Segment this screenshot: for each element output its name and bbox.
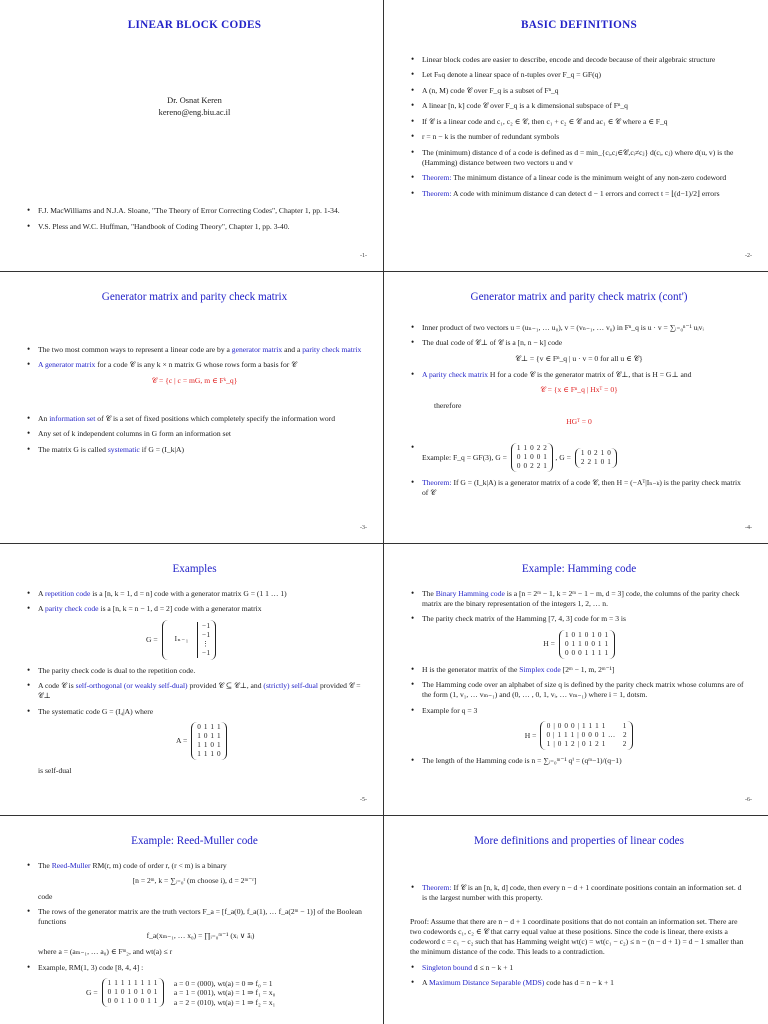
matrix [511,443,554,472]
list-item [422,978,748,988]
identity-block: Iₙ₋₁ [174,635,189,644]
text: provided 𝒞 ⊆ 𝒞⊥, and [189,681,262,691]
list-item: • Inner product of two vectors u = (uₙ₋₁, … u₀), v = (vₙ₋₁, … v₀) in Fⁿ_q is u · v = ∑ᵢ₌₀ⁿ⁻¹ uᵢvᵢ [422,323,748,333]
text: A code 𝒞 is [38,681,74,691]
equation [410,630,748,659]
slide-2 [384,0,768,272]
list-item: • Any set of k independent columns in G form an information set [38,429,363,439]
matrix [102,978,164,1007]
text: The [422,588,434,598]
slide-1 [0,0,384,272]
matrix-row: 0 0 2 2 1 [516,462,548,471]
text: H = [543,639,555,649]
list-item: • The Hamming code over an alphabet of size q is defined by the parity check matrix whose columns are of the form (1, v₁, … vₘ₋₁) and (0, … , 0, 1, vᵢ, … vₘ₋₁) where i = 1, dotsm. [422,680,748,700]
equation: 𝒞 = {x ∈ Fⁿ_q | Hxᵀ = 0} [540,385,618,395]
equation: [n = 2ᵐ, k = ∑ᵢ₌₀ʳ (m choose i), d = 2ᵐ⁻ʳ] [132,876,257,886]
list-item: • The length of the Hamming code is n = ∑ᵢ₌₀ᵐ⁻¹ qⁱ = (qᵐ−1)/(q−1) [422,756,748,766]
text: An [38,413,48,423]
author-block [26,95,363,120]
text: A = [176,736,188,746]
slide-title: Example: Hamming code [521,563,637,575]
list-item [38,861,363,871]
theorem-label: Theorem: [422,173,452,183]
list-item: • r = n − k is the number of redundant symbols [422,132,748,142]
text: where a = (aₘ₋₁, … a₀) ∈ Fᵐ₂, and wt(a) ≤ r [38,947,173,957]
theorem-text: If 𝒞 is an [n, k, d] code, then every n − d + 1 coordinate positions contain an information set. d is the largest number with this property. [422,882,742,902]
list-item [38,604,363,614]
text: G = [146,634,158,644]
slide-5 [0,544,384,816]
page-number: -6- [745,797,752,804]
reference-item: • F.J. MacWilliams and N.J.A. Sloane, "The Theory of Error Correcting Codes", Chapter 1, pp. 1-34. [38,206,363,216]
text: H is the generator matrix of the [422,664,518,674]
matrix [191,722,227,760]
slide-6 [384,544,768,816]
list-item [38,589,363,599]
slide-title: Generator matrix and parity check matrix (cont') [470,291,688,303]
term-link: Binary Hamming code [435,588,505,598]
term-link: A generator matrix [38,360,96,370]
term-link: systematic [107,444,140,454]
list-item [422,478,748,498]
list-item: • The systematic code G = (I₄|A) where [38,707,363,717]
slide-title: More definitions and properties of linear codes [473,835,684,847]
text: H for a code 𝒞 is the generator matrix of 𝒞⊥, that is H = G⊥ and [489,369,692,379]
theorem-text: If G = (I_k|A) is a generator matrix of a code 𝒞, then H = (−Aᵀ|Iₙ₋ₖ) is the parity check matrix of 𝒞 [422,477,741,497]
theorem-label: Theorem: [422,477,452,487]
equation [410,721,748,750]
list-item [38,414,363,424]
list-item [38,907,363,957]
list-item: • A (n, M) code 𝒞 over F_q is a subset of Fⁿ_q [422,86,748,96]
matrix [559,630,615,659]
matrix-row: 0 0 0 1 1 1 1 [564,648,609,657]
list-item [422,589,748,609]
text: H = [524,730,537,740]
list-item: • Linear block codes are easier to describe, encode and decode because of their algebraic structure [422,55,748,65]
page-number: -5- [360,797,367,804]
matrix-row: 2 2 1 0 1 [580,457,612,466]
list-item [422,370,748,380]
page-number: -1- [360,253,367,260]
list-item [422,963,748,973]
slide-4 [384,272,768,544]
slide-title: Example: Reed-Muller code [131,835,258,847]
list-item [422,173,748,183]
matrix-row: 0 1 0 1 0 1 0 1 [107,988,158,997]
list-item [38,345,363,355]
list-item [38,445,363,455]
term-link: Maximum Distance Separable (MDS) [428,978,545,988]
equation: 𝒞 = {c | c = mG, m ∈ Fᵏ_q} [151,375,238,385]
text: The [38,860,50,870]
text: A [422,978,428,988]
slide-title: BASIC DEFINITIONS [520,19,638,31]
reference-item: • V.S. Pless and W.C. Huffman, "Handbook of Coding Theory", Chapter 1, pp. 3-40. [38,222,363,232]
matrix-row: 1 0 2 1 0 [580,448,612,457]
term-link: parity check matrix [302,344,362,354]
list-item: • The parity check matrix of the Hamming [7, 4, 3] code for m = 3 is [422,614,748,624]
matrix-row: 0 1 1 0 0 1 1 [564,639,609,648]
references [26,206,363,237]
term-link: repetition code [44,588,91,598]
list-item: • A linear [n, k] code 𝒞 over F_q is a k dimensional subspace of Fⁿ_q [422,101,748,111]
text: is a [n, k = n − 1, d = 2] code with a generator matrix [100,604,262,614]
text: and a [284,344,301,354]
equation: f_a(xₘ₋₁, … x₀) = ∏ᵢ₌₀ᵐ⁻¹ (xᵢ ∨ āᵢ) [146,931,255,941]
page-number: -3- [360,525,367,532]
slide-3 [0,272,384,544]
equation: HGᵀ = 0 [566,417,592,427]
equation [146,620,363,660]
term-link: Singleton bound [422,962,472,972]
note-row: a = 1 = (001), wt(a) = 1 ⇒ f₁ = x₀ [173,988,276,998]
matrix-row: 0 0 1 1 0 0 1 1 [107,997,158,1006]
matrix-row: 1 0 1 1 [197,732,222,741]
slide-title: LINEAR BLOCK CODES [127,19,262,31]
matrix [575,448,618,468]
text: code [38,892,53,902]
text: , G = [555,452,571,462]
page-number: -2- [745,253,752,260]
text: d ≤ n − k + 1 [473,962,514,972]
text: A [38,604,44,614]
equation [86,978,363,1007]
text: The rows of the generator matrix are the truth vectors F_a = [f_a(0), f_a(1), … f_a(2ᵐ − 1)] of the Boolean functions [38,907,362,927]
list-item: • The (minimum) distance d of a code is defined as d = min_{cᵢ,cⱼ∈𝒞,cᵢ≠cⱼ} d(cᵢ, cⱼ) where d(u, v) is the (Hamming) distance between two vectors u and v [422,148,748,168]
matrix-row: 0 1 1 1 [197,723,222,732]
theorem-label: Theorem: [422,882,452,892]
list-item: • The dual code of 𝒞⊥ of 𝒞 is a [n, n − k] code [422,338,748,348]
term-link: Simplex code [519,664,561,674]
matrix [540,721,633,750]
text: of 𝒞 is a set of fixed positions which completely specify the information word [97,413,336,423]
list-item [422,665,748,675]
text: provided 𝒞 = 𝒞⊥ [38,681,361,701]
term-link: A parity check matrix [422,369,489,379]
text: is self-dual [38,766,72,776]
matrix-row: 1 | 0 1 2 | 0 1 2 1 2 [546,740,627,749]
list-item [422,883,748,903]
term-link: information set [49,413,96,423]
matrix-row: 1 1 0 2 2 [516,444,548,453]
equation: 𝒞⊥ = {v ∈ Fⁿ_q | u · v = 0 for all u ∈ 𝒞} [515,353,643,363]
list-item [38,360,363,370]
matrix-row: 1 0 1 0 1 0 1 [564,630,609,639]
text: [2ᵐ − 1, m, 2ᵐ⁻¹] [562,664,615,674]
list-item: • Example for q = 3 [422,706,748,716]
list-item: • Let Fₙq denote a linear space of n-tuples over F_q = GF(q) [422,70,748,80]
theorem-text: The minimum distance of a linear code is the minimum weight of any non-zero codeword [453,173,727,183]
text: if G = (I_k|A) [141,444,185,454]
matrix-row: 1 1 1 1 1 1 1 1 [107,979,158,988]
text: is a [n = 2ᵐ − 1, k = 2ᵐ − 1 − m, d = 3] code, the columns of the parity check matrix are the binary representation of the integers 1, 2, … n. [422,588,740,608]
theorem-label: Theorem: [422,188,452,198]
author-email: kereno@eng.biu.ac.il [158,108,231,118]
note-row: a = 0 = (000), wt(a) = 0 ⇒ f₀ = 1 [173,978,273,988]
theorem-text: A code with minimum distance d can detect d − 1 errors and correct t = ⌊(d−1)/2⌋ errors [453,188,720,198]
text: code has d = n − k + 1 [546,978,614,988]
matrix-row: −1 [201,648,211,657]
note-row: a = 2 = (010), wt(a) = 1 ⇒ f₂ = x₁ [173,997,276,1007]
slide-title: Examples [172,563,217,575]
list-item: • If 𝒞 is a linear code and c₁, c₂ ∈ 𝒞, then c₁ + c₂ ∈ 𝒞 and ac₁ ∈ 𝒞 where a ∈ F_q [422,117,748,127]
list-item [422,189,748,199]
text: for a code 𝒞 is any k × n matrix G whose rows form a basis for 𝒞 [97,360,297,370]
text: RM(r, m) code of order r, (r < m) is a binary [92,860,227,870]
matrix-row: −1 [201,630,211,639]
text: A [38,588,44,598]
text: is a [n, k = 1, d = n] code with a generator matrix G = (1 1 … 1) [92,588,287,598]
matrix-row: 1 1 0 1 [197,741,222,750]
list-item: • The parity check code is dual to the repetition code. [38,666,363,676]
text: Example: F_q = GF(3), G = [422,452,507,462]
equation [176,722,363,760]
matrix-row: 0 | 1 1 1 | 0 0 0 1 … 2 [546,731,628,740]
matrix-notes [174,979,275,1007]
matrix-row: 0 | 0 0 0 | 1 1 1 1 1 [546,722,627,731]
slide-7 [0,816,384,1024]
column-block [197,622,211,658]
list-item [422,443,748,472]
term-link: Reed-Muller [51,860,91,870]
proof-paragraph: Proof: Assume that there are n − d + 1 coordinate positions that do not contain an information set. There are two codewords c₁, c₂ ∈ 𝒞 that carry equal value at these positions. Since the code is linear, there exists a codeword c = c₁ − c₂ such that has Hamming weight wt(c) = wt(c₁ − c₂) ≤ n − (n − d + 1) = d − 1 smaller than the minimum distance of the code. This leads to a contradiction. [410,916,744,956]
term-link: generator matrix [231,344,283,354]
matrix-row: 1 1 1 0 [197,750,222,759]
list-item [38,681,363,701]
term-link: parity check code [44,604,99,614]
matrix-row: ⋮ [201,639,210,648]
text: therefore [434,401,462,411]
slide-title: Generator matrix and parity check matrix [101,291,288,303]
text: The two most common ways to represent a linear code are by a [38,344,230,354]
matrix-row: −1 [201,621,211,630]
text: The matrix G is called [38,444,106,454]
page-number: -4- [745,525,752,532]
term-link: self-orthogonal (or weakly self-dual) [75,681,188,691]
list-item: • Example, RM(1, 3) code [8, 4, 4] : [38,963,363,973]
text: G = [86,987,98,997]
slide-8 [384,816,768,1024]
author-name: Dr. Osnat Keren [167,95,222,105]
matrix-row: 0 1 0 0 1 [516,453,548,462]
matrix [162,620,216,660]
term-link: (strictly) self-dual [263,681,319,691]
